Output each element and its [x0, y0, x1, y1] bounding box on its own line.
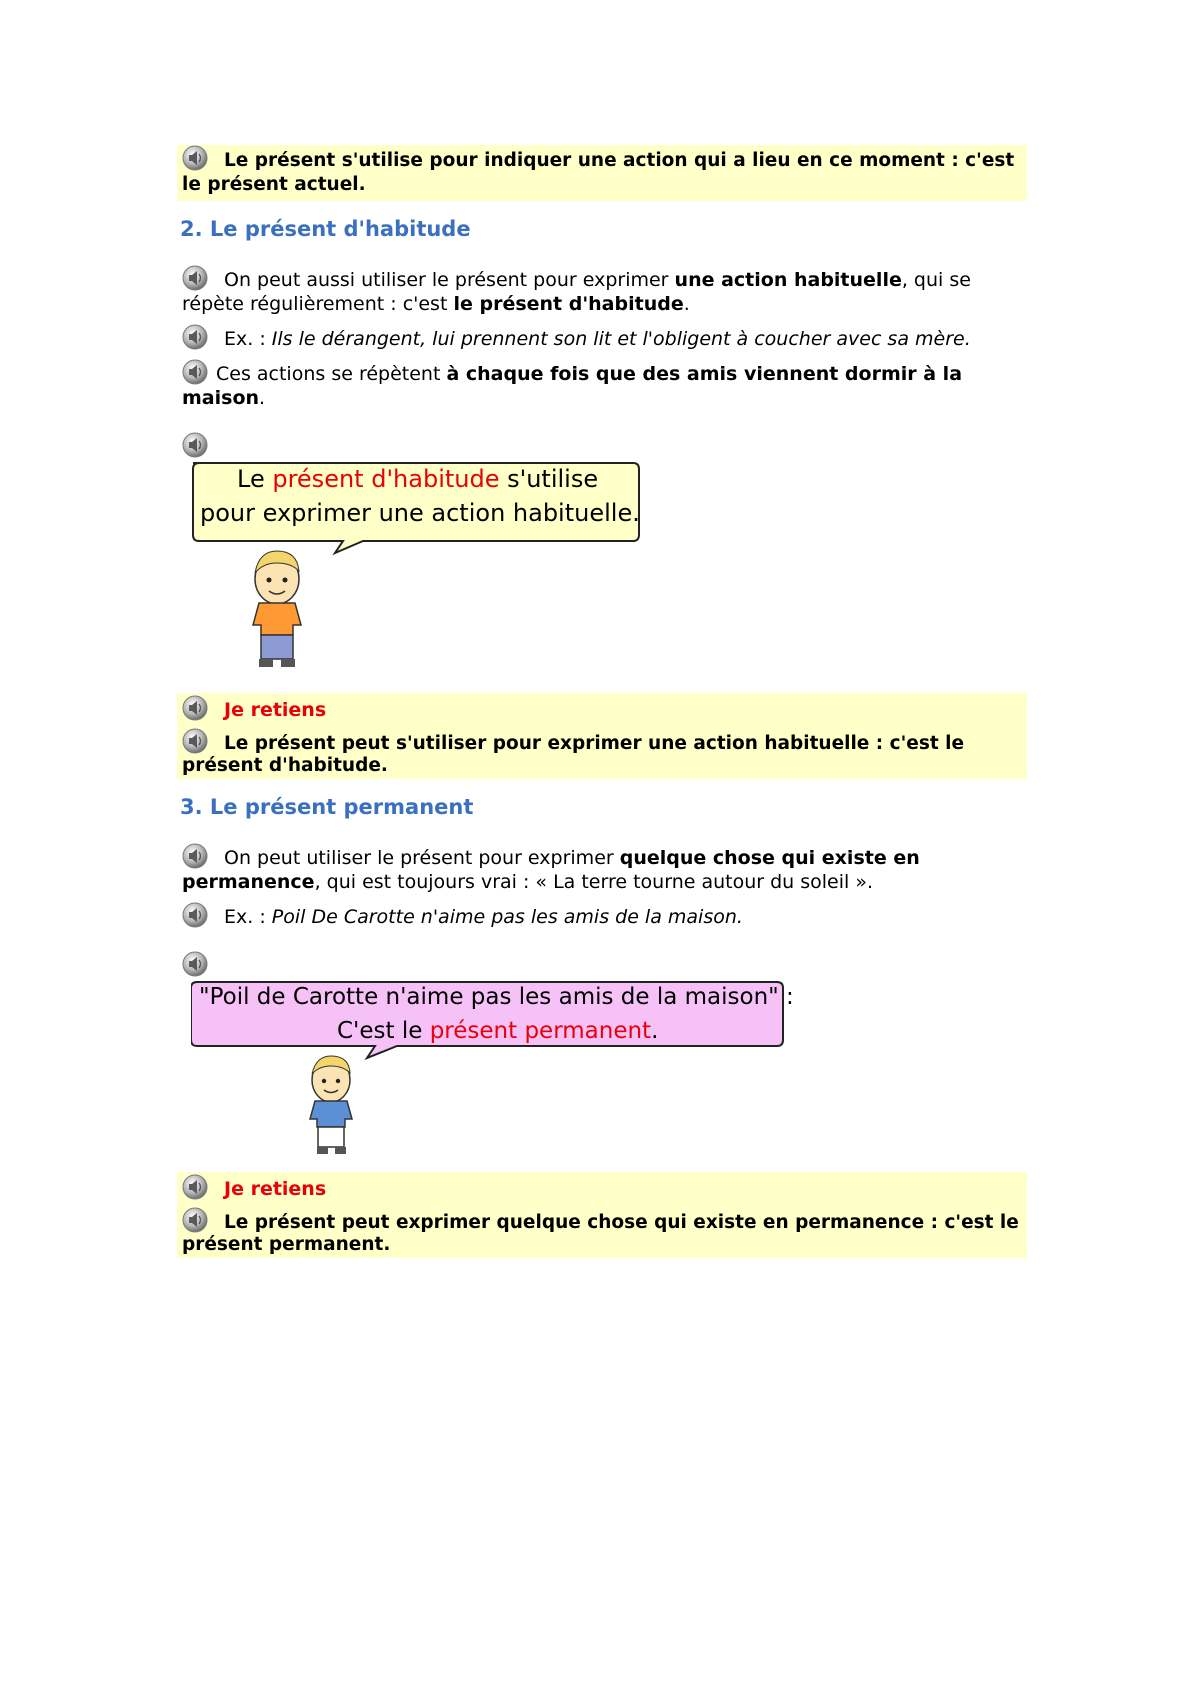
- section2-paragraph1: On peut aussi utiliser le présent pour exprimer une action habituelle, qui se répète régulièrement : c'est le présent d'habitude.: [177, 265, 1027, 316]
- section2-title: 2. Le présent d'habitude: [180, 217, 471, 241]
- speaker-icon[interactable]: [182, 843, 208, 869]
- speaker-icon[interactable]: [182, 1174, 208, 1200]
- illustration-present-permanent: [177, 978, 1027, 1172]
- speaker-icon[interactable]: [182, 324, 208, 350]
- speaker-icon[interactable]: [182, 145, 208, 171]
- bubble2-line1: "Poil de Carotte n'aime pas les amis de la maison" :: [199, 984, 794, 1010]
- section3-paragraph1: On peut utiliser le présent pour exprimer quelque chose qui existe en permanence, qui est toujours vrai : « La terre tourne autour du soleil ».: [177, 843, 1027, 894]
- speaker-icon[interactable]: [182, 359, 208, 385]
- section3-example: Ex. : Poil De Carotte n'aime pas les amis de la maison.: [177, 902, 1027, 929]
- je-retiens-heading: Je retiens: [224, 1178, 327, 1200]
- je-retiens-heading: Je retiens: [224, 699, 327, 721]
- je-retiens-text: Le présent peut exprimer quelque chose qui existe en permanence : c'est le présent permanent.: [182, 1212, 1019, 1255]
- boy-illustration: [310, 1056, 352, 1154]
- section2-paragraph2: Ces actions se répètent à chaque fois que des amis viennent dormir à la maison.: [177, 359, 1027, 410]
- definition-box-present-actuel: [177, 145, 1027, 201]
- speech-bubble-habitude: [187, 459, 647, 693]
- bubble2-line2: C'est le présent permanent.: [337, 1018, 659, 1044]
- bubble1-line1: Le présent d'habitude s'utilise: [237, 465, 599, 493]
- speaker-icon[interactable]: [182, 695, 208, 721]
- je-retiens-box-permanent: [177, 1172, 1027, 1258]
- boy-illustration: [253, 551, 301, 667]
- section2-example: Ex. : Ils le dérangent, lui prennent son lit et l'obligent à coucher avec sa mère.: [177, 324, 1027, 351]
- bubble1-line2: pour exprimer une action habituelle.: [200, 499, 640, 527]
- speaker-icon[interactable]: [182, 1207, 208, 1233]
- je-retiens-box-habitude: [177, 693, 1027, 779]
- speaker-icon[interactable]: [182, 951, 208, 977]
- box1-text: Le présent s'utilise pour indiquer une action qui a lieu en ce moment : c'est le présent actuel.: [182, 150, 1015, 195]
- speaker-icon[interactable]: [182, 902, 208, 928]
- speaker-icon[interactable]: [182, 432, 208, 458]
- page-content: [177, 145, 1027, 1258]
- illustration-present-habitude: [177, 459, 1027, 693]
- section3-title: 3. Le présent permanent: [180, 795, 474, 819]
- speaker-icon[interactable]: [182, 728, 208, 754]
- speaker-icon[interactable]: [182, 265, 208, 291]
- je-retiens-text: Le présent peut s'utiliser pour exprimer une action habituelle : c'est le présent d'habitude.: [182, 733, 964, 776]
